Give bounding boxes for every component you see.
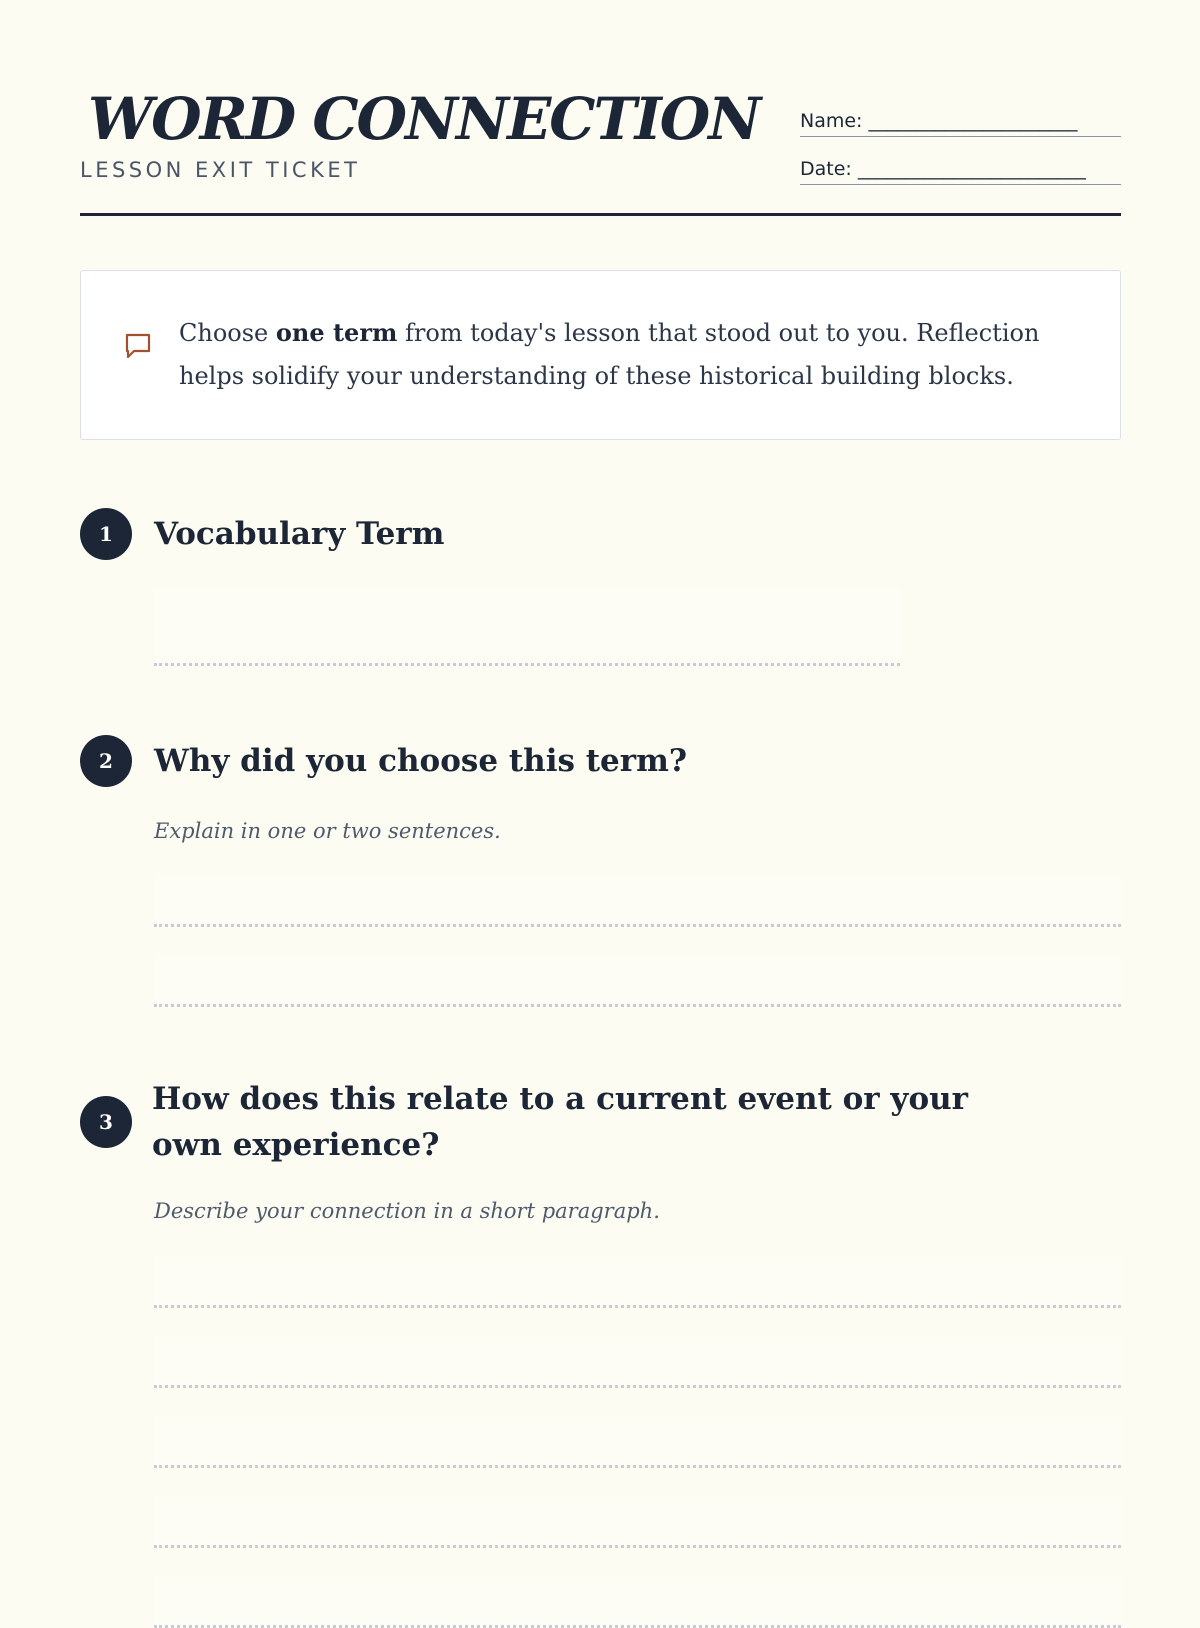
question-title: Vocabulary Term [154, 516, 445, 552]
worksheet-title: WORD CONNECTION [88, 85, 760, 153]
instruction-emphasis: one term [275, 318, 398, 347]
name-field[interactable]: Name: ______________________ [800, 106, 1121, 137]
question-number-badge: 3 [80, 1096, 132, 1148]
answer-line[interactable] [154, 588, 900, 666]
worksheet-header [80, 80, 1121, 216]
instruction-text-before: Choose [179, 319, 276, 347]
question-hint: Describe your connection in a short paragraph. [154, 1199, 660, 1223]
instruction-box [80, 270, 1121, 440]
instruction-text [179, 311, 1079, 398]
question-hint: Explain in one or two sentences. [154, 819, 501, 843]
date-field[interactable]: Date: ________________________ [800, 154, 1121, 185]
answer-line[interactable] [154, 1496, 1121, 1548]
answer-line[interactable] [154, 1416, 1121, 1468]
question-title: Why did you choose this term? [154, 743, 688, 779]
answer-line[interactable] [154, 1576, 1121, 1628]
answer-line[interactable] [154, 1336, 1121, 1388]
question-number-badge: 2 [80, 735, 132, 787]
answer-line[interactable] [154, 955, 1121, 1007]
worksheet-subtitle: LESSON EXIT TICKET [80, 158, 361, 182]
question-title: How does this relate to a current event or your own experience? [152, 1081, 968, 1163]
question-number-badge: 1 [80, 508, 132, 560]
answer-line[interactable] [154, 1256, 1121, 1308]
chat-bubble-icon [123, 331, 153, 361]
instruction-text-after: from today's lesson that stood out to you. Reflection helps solidify your understanding of these historical building blocks. [179, 319, 1040, 390]
answer-line[interactable] [154, 875, 1121, 927]
